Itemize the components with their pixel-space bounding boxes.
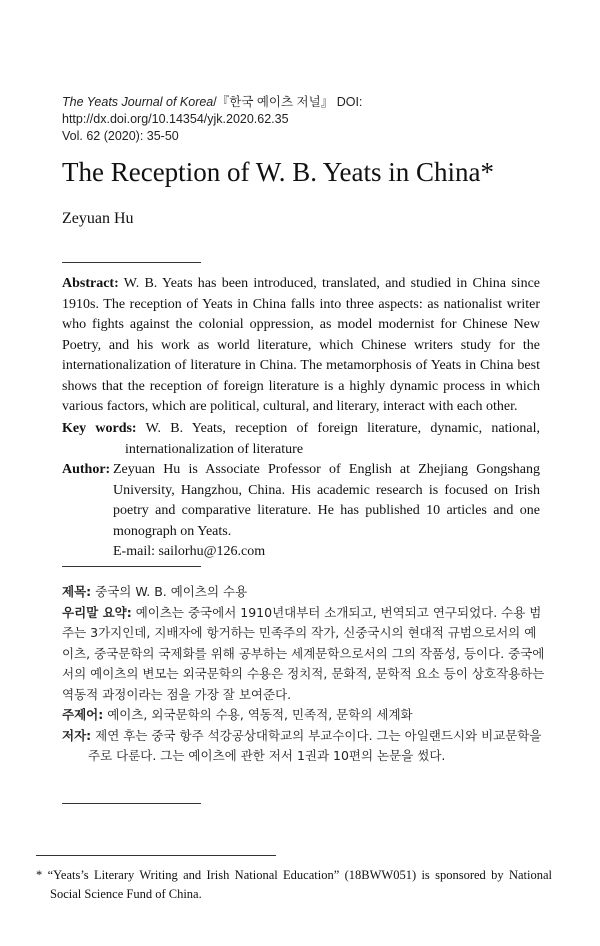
- volume-info: Vol. 62 (2020): 35-50: [62, 129, 179, 143]
- journal-korean-title: /『한국 예이츠 저널』: [213, 95, 334, 109]
- journal-citation-line: [62, 94, 562, 128]
- korean-author: [62, 726, 548, 767]
- korean-author-label: 저자:: [62, 727, 92, 743]
- korean-summary-label: 우리말 요약:: [62, 604, 132, 620]
- korean-summary: [62, 603, 548, 706]
- author-name: Zeyuan Hu: [62, 210, 134, 227]
- journal-header: [62, 94, 562, 145]
- doi-link[interactable]: DOI: http://dx.doi.org/10.14354/yjk.2020.62.35: [62, 95, 363, 126]
- korean-abstract-section: [62, 582, 548, 767]
- divider-top: [62, 262, 201, 263]
- author-email[interactable]: E-mail: sailorhu@126.com: [113, 544, 266, 559]
- korean-author-text: 제연 후는 중국 항주 석강공상대학교의 부교수이다. 그는 아일랜드시와 비교문학을 주로 다룬다. 그는 예이츠에 관한 저서 1권과 10편의 논문을 썼다.: [88, 727, 542, 763]
- abstract-label: Abstract:: [62, 276, 119, 291]
- footnote: * “Yeats’s Literary Writing and Irish National Education” (18BWW051) is sponsored by National Social Science Fund of China.: [36, 868, 552, 901]
- author-info: [62, 460, 540, 563]
- author-info-text: Zeyuan Hu is Associate Professor of English at Zhejiang Gongshang University, Hangzhou, China. His academic research is focused on Irish poetry and comparative literature. He has published 10 articles and one monograph on Yeats.: [113, 462, 540, 539]
- korean-title: [62, 582, 548, 603]
- keywords-text: W. B. Yeats, reception of foreign literature, dynamic, national, internationalization of literature: [125, 421, 540, 457]
- journal-name: The Yeats Journal of Korea: [62, 95, 214, 109]
- article-title: The Reception of W. B. Yeats in China*: [62, 157, 494, 187]
- korean-keywords-text: 예이츠, 외국문학의 수용, 역동적, 민족적, 문학의 세계화: [103, 707, 413, 722]
- korean-keywords: [62, 705, 548, 726]
- keywords-label: Key words:: [62, 421, 137, 436]
- korean-title-text: 중국의 W. B. 예이츠의 수용: [91, 584, 248, 599]
- footnote-rule: [36, 855, 276, 856]
- divider-bottom: [62, 803, 201, 804]
- korean-title-label: 제목:: [62, 584, 92, 599]
- abstract: [62, 274, 540, 418]
- divider-middle: [62, 566, 201, 567]
- korean-summary-text: 예이츠는 중국에서 1910년대부터 소개되고, 번역되고 연구되었다. 수용 범주는 3가지인데, 지배자에 항거하는 민족주의 작가, 신중국시의 현대적 규범으로서의 예이츠, 중국문학의 국제화를 위해 공부하는 세계문학으로서의 그의 작품성, 등이다. 중국에서의 예이츠의 변모는 외국문학의 수용은 정치적, 문화적, 문학적 요소 등이 상호작용하는 역동적 과정이라는 점을 가장 잘 보여준다.: [62, 604, 545, 702]
- keywords: [62, 419, 540, 460]
- abstract-text: W. B. Yeats has been introduced, translated, and studied in China since 1910s. The reception of Yeats in China falls into three aspects: as nationalist writer who fights against the colonial oppression, as model modernist for Chinese New Poetry, and his work as world literature, which Chinese writers study for the internationalization of literature in China. The metamorphosis of Yeats in China best shows that the reception of foreign literature is a highly dynamic process in which various factors, which are political, cultural, and literary, interact with each other.: [62, 276, 540, 414]
- korean-keywords-label: 주제어:: [62, 707, 104, 722]
- author-info-label: Author:: [62, 462, 111, 477]
